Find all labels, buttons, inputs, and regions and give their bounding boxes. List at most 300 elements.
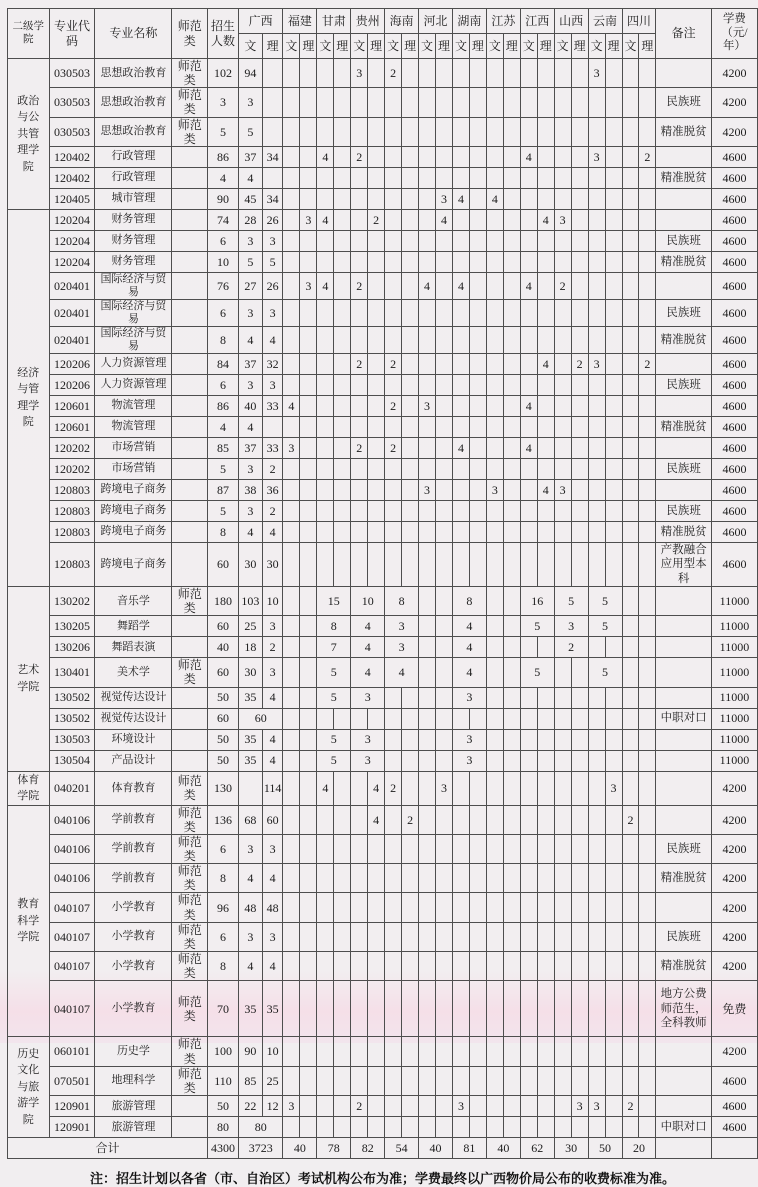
province-merged-cell: 5 [520, 658, 554, 687]
province-arts-cell: 3 [238, 458, 262, 479]
province-science-cell: 32 [262, 353, 283, 374]
major-code-cell: 120402 [49, 146, 95, 167]
province-arts-cell [554, 59, 571, 88]
province-science-cell [436, 395, 453, 416]
normal-type-cell [172, 750, 208, 771]
normal-type-cell [172, 729, 208, 750]
province-science-cell [402, 922, 419, 951]
province-arts-cell [385, 272, 402, 299]
province-science-cell [300, 616, 317, 637]
province-arts-cell [520, 952, 537, 981]
major-code-cell: 120405 [49, 188, 95, 209]
province-science-cell [436, 952, 453, 981]
province-merged-cell: 5 [317, 687, 351, 708]
province-science-cell [639, 299, 656, 326]
province-science-cell [436, 834, 453, 863]
province-science-cell: 2 [262, 500, 283, 521]
col-header-province: 江西 [520, 9, 554, 34]
province-arts-cell [419, 708, 436, 729]
province-science-cell [537, 1037, 554, 1066]
province-arts-cell [452, 708, 469, 729]
province-science-cell [639, 834, 656, 863]
col-subheader-arts: 文 [520, 34, 537, 59]
province-science-cell [571, 893, 588, 922]
province-science-cell [334, 864, 351, 893]
province-science-cell [469, 209, 486, 230]
province-arts-cell [283, 952, 300, 981]
table-row [8, 893, 758, 922]
province-science-cell [402, 500, 419, 521]
province-science-cell [571, 374, 588, 395]
province-science-cell [300, 88, 317, 117]
province-science-cell [334, 952, 351, 981]
province-arts-cell: 37 [238, 437, 262, 458]
enrollment-total-cell: 86 [208, 146, 239, 167]
province-science-cell [537, 117, 554, 146]
province-arts-cell [317, 952, 334, 981]
province-science-cell [503, 750, 520, 771]
province-science-cell [469, 952, 486, 981]
province-arts-cell [452, 500, 469, 521]
table-row [8, 708, 758, 729]
province-arts-cell: 30 [238, 542, 262, 586]
enrollment-total-cell: 6 [208, 834, 239, 863]
province-arts-cell [554, 458, 571, 479]
remark-cell [656, 272, 711, 299]
province-arts-cell [622, 981, 639, 1037]
province-arts-cell [317, 353, 334, 374]
province-science-cell [503, 500, 520, 521]
province-arts-cell [385, 1096, 402, 1117]
fee-cell: 11000 [711, 658, 757, 687]
province-arts-cell [317, 1066, 334, 1095]
province-arts-cell [486, 416, 503, 437]
province-science-cell: 3 [262, 922, 283, 951]
major-name-cell: 跨境电子商务 [95, 500, 172, 521]
province-science-cell: 33 [262, 437, 283, 458]
major-name-cell: 视觉传达设计 [95, 708, 172, 729]
province-arts-cell: 37 [238, 353, 262, 374]
normal-type-cell: 师范类 [172, 952, 208, 981]
province-arts-cell [622, 834, 639, 863]
province-arts-cell [520, 729, 537, 750]
province-science-cell [469, 437, 486, 458]
province-arts-cell [385, 521, 402, 542]
province-arts-cell [419, 586, 436, 615]
province-arts-cell [385, 167, 402, 188]
province-science-cell: 3 [262, 374, 283, 395]
province-science-cell [503, 637, 520, 658]
province-science-cell [469, 805, 486, 834]
province-arts-cell [452, 1037, 469, 1066]
province-science-cell [605, 864, 622, 893]
major-code-cell: 040107 [49, 922, 95, 951]
province-arts-cell [385, 299, 402, 326]
province-arts-cell [520, 167, 537, 188]
table-row [8, 395, 758, 416]
province-science-cell: 4 [262, 952, 283, 981]
province-arts-cell [622, 586, 639, 615]
province-arts-cell [554, 864, 571, 893]
province-arts-cell: 94 [238, 59, 262, 88]
province-science-cell [639, 637, 656, 658]
col-subheader-arts: 文 [486, 34, 503, 59]
province-science-cell [639, 729, 656, 750]
province-arts-cell [520, 479, 537, 500]
province-merged-cell: 4 [351, 658, 385, 687]
major-name-cell: 美术学 [95, 658, 172, 687]
major-name-cell: 物流管理 [95, 416, 172, 437]
province-arts-cell [520, 1117, 537, 1138]
province-arts-cell [588, 771, 605, 805]
col-subheader-arts: 文 [283, 34, 300, 59]
province-arts-cell: 37 [238, 146, 262, 167]
province-science-cell [368, 272, 385, 299]
major-code-cell: 070501 [49, 1066, 95, 1095]
province-science-cell [300, 374, 317, 395]
fee-cell: 4200 [711, 88, 757, 117]
province-science-cell: 10 [262, 586, 283, 615]
province-science-cell [436, 637, 453, 658]
province-arts-cell [385, 500, 402, 521]
normal-type-cell [172, 374, 208, 395]
province-arts-cell [419, 374, 436, 395]
province-science-cell [402, 729, 419, 750]
province-arts-cell: 3 [351, 59, 368, 88]
province-science-cell [402, 326, 419, 353]
province-arts-cell [554, 1096, 571, 1117]
province-arts-cell [419, 167, 436, 188]
province-arts-cell: 5 [238, 251, 262, 272]
province-science-cell [334, 1096, 351, 1117]
province-arts-cell [351, 188, 368, 209]
province-science-cell [300, 230, 317, 251]
province-arts-cell [419, 952, 436, 981]
fee-cell: 11000 [711, 637, 757, 658]
fee-cell: 4600 [711, 542, 757, 586]
remark-cell [656, 893, 711, 922]
col-subheader-science: 理 [639, 34, 656, 59]
province-science-cell [469, 500, 486, 521]
fee-cell: 4600 [711, 353, 757, 374]
major-code-cell: 120803 [49, 479, 95, 500]
province-science-cell [469, 230, 486, 251]
enrollment-total-cell: 84 [208, 353, 239, 374]
province-arts-cell: 3 [452, 1096, 469, 1117]
province-science-cell [402, 864, 419, 893]
province-science-cell [300, 437, 317, 458]
province-arts-cell [419, 521, 436, 542]
province-science-cell [571, 479, 588, 500]
table-row [8, 374, 758, 395]
province-science-cell [469, 167, 486, 188]
province-arts-cell: 4 [520, 395, 537, 416]
province-science-cell [639, 981, 656, 1037]
province-arts-cell [317, 542, 334, 586]
province-science-cell [571, 922, 588, 951]
normal-type-cell [172, 251, 208, 272]
province-arts-cell [622, 209, 639, 230]
province-arts-cell [622, 272, 639, 299]
remark-cell: 中职对口 [656, 1117, 711, 1138]
province-science-cell [334, 88, 351, 117]
province-science-cell [571, 521, 588, 542]
province-science-cell [368, 251, 385, 272]
province-arts-cell [486, 729, 503, 750]
province-arts-cell [588, 864, 605, 893]
major-name-cell: 国际经济与贸易 [95, 272, 172, 299]
table-row [8, 771, 758, 805]
remark-cell [656, 1037, 711, 1066]
enrollment-total-cell: 6 [208, 922, 239, 951]
province-science-cell [300, 542, 317, 586]
province-science-cell [503, 88, 520, 117]
normal-type-cell: 师范类 [172, 893, 208, 922]
province-arts-cell [419, 59, 436, 88]
province-arts-cell [317, 299, 334, 326]
province-science-cell [300, 805, 317, 834]
col-header-province: 山西 [554, 9, 588, 34]
major-name-cell: 行政管理 [95, 167, 172, 188]
province-arts-cell [622, 188, 639, 209]
province-science-cell [469, 479, 486, 500]
province-arts-cell [317, 922, 334, 951]
remark-cell: 民族班 [656, 922, 711, 951]
province-arts-cell [588, 521, 605, 542]
province-science-cell [571, 251, 588, 272]
province-science-cell [436, 59, 453, 88]
province-science-cell [639, 458, 656, 479]
province-arts-cell [385, 146, 402, 167]
province-arts-cell [385, 1037, 402, 1066]
province-arts-cell [554, 395, 571, 416]
province-science-cell [639, 521, 656, 542]
province-science-cell [605, 251, 622, 272]
province-arts-cell [317, 251, 334, 272]
major-name-cell: 人力资源管理 [95, 374, 172, 395]
province-science-cell [605, 687, 622, 708]
enrollment-total-cell: 80 [208, 1117, 239, 1138]
table-row [8, 117, 758, 146]
province-arts-cell [486, 893, 503, 922]
province-arts-cell [588, 272, 605, 299]
province-arts-cell [351, 251, 368, 272]
province-arts-cell [622, 479, 639, 500]
enrollment-total-cell: 76 [208, 272, 239, 299]
enrollment-total-cell: 136 [208, 805, 239, 834]
province-arts-cell [520, 230, 537, 251]
province-arts-cell [622, 326, 639, 353]
remark-cell: 民族班 [656, 834, 711, 863]
province-arts-cell [588, 326, 605, 353]
province-merged-cell: 4 [351, 616, 385, 637]
province-science-cell [571, 864, 588, 893]
province-science-cell [402, 59, 419, 88]
province-science-cell: 4 [368, 771, 385, 805]
province-science-cell [436, 687, 453, 708]
col-header-province: 四川 [622, 9, 656, 34]
enrollment-total-cell: 40 [208, 637, 239, 658]
province-arts-cell: 2 [351, 146, 368, 167]
province-science-cell: 4 [262, 687, 283, 708]
province-arts-cell [283, 922, 300, 951]
province-science-cell [469, 374, 486, 395]
enrollment-total-cell: 5 [208, 500, 239, 521]
province-science-cell [537, 416, 554, 437]
province-science-cell [300, 922, 317, 951]
col-header-fixed: 专业代码 [49, 9, 95, 59]
province-science-cell [537, 326, 554, 353]
province-arts-cell: 5 [238, 117, 262, 146]
province-science-cell [605, 395, 622, 416]
province-arts-cell: 25 [238, 616, 262, 637]
province-arts-cell [419, 729, 436, 750]
province-science-cell [639, 88, 656, 117]
province-arts-cell [520, 416, 537, 437]
province-science-cell [402, 437, 419, 458]
province-science-cell [402, 188, 419, 209]
province-science-cell [605, 167, 622, 188]
province-arts-cell [554, 1117, 571, 1138]
province-science-cell [537, 729, 554, 750]
normal-type-cell: 师范类 [172, 922, 208, 951]
province-arts-cell [283, 209, 300, 230]
major-code-cell: 130401 [49, 658, 95, 687]
province-arts-cell [452, 167, 469, 188]
province-arts-cell [486, 326, 503, 353]
fee-cell: 4600 [711, 521, 757, 542]
province-science-cell [436, 805, 453, 834]
province-science-cell [300, 771, 317, 805]
fee-cell: 11000 [711, 708, 757, 729]
province-arts-cell [588, 479, 605, 500]
table-row [8, 1117, 758, 1138]
province-arts-cell: 3 [283, 437, 300, 458]
province-science-cell [402, 834, 419, 863]
major-name-cell: 思想政治教育 [95, 59, 172, 88]
province-arts-cell [486, 59, 503, 88]
province-merged-cell: 5 [317, 729, 351, 750]
enrollment-total-cell: 70 [208, 981, 239, 1037]
province-arts-cell: 2 [385, 437, 402, 458]
province-science-cell [262, 416, 283, 437]
province-science-cell [639, 1037, 656, 1066]
province-arts-cell [419, 1066, 436, 1095]
table-row [8, 637, 758, 658]
province-arts-cell [520, 1066, 537, 1095]
province-arts-cell [385, 188, 402, 209]
province-arts-cell [452, 353, 469, 374]
province-science-cell [571, 771, 588, 805]
fee-cell: 4600 [711, 416, 757, 437]
table-row [8, 251, 758, 272]
province-arts-cell [452, 146, 469, 167]
table-row [8, 586, 758, 615]
col-subheader-arts: 文 [452, 34, 469, 59]
normal-type-cell [172, 209, 208, 230]
table-row [8, 1066, 758, 1095]
province-arts-cell [622, 771, 639, 805]
normal-type-cell: 师范类 [172, 658, 208, 687]
province-arts-cell [283, 1117, 300, 1138]
province-science-cell: 35 [262, 981, 283, 1037]
province-arts-cell [622, 230, 639, 251]
province-arts-cell [622, 251, 639, 272]
province-arts-cell [283, 521, 300, 542]
province-arts-cell [588, 117, 605, 146]
province-science-cell [639, 952, 656, 981]
province-science-cell [537, 542, 554, 586]
major-code-cell: 130206 [49, 637, 95, 658]
province-science-cell: 3 [262, 834, 283, 863]
major-code-cell: 020401 [49, 272, 95, 299]
fee-cell: 4200 [711, 864, 757, 893]
province-science-cell [537, 458, 554, 479]
fee-cell: 4600 [711, 188, 757, 209]
major-code-cell: 120204 [49, 209, 95, 230]
province-arts-cell [588, 395, 605, 416]
province-science-cell [368, 834, 385, 863]
province-arts-cell [554, 981, 571, 1037]
province-arts-cell [385, 805, 402, 834]
remark-cell [656, 750, 711, 771]
province-arts-cell [317, 59, 334, 88]
province-science-cell [368, 117, 385, 146]
province-science-cell [402, 981, 419, 1037]
major-code-cell: 040107 [49, 893, 95, 922]
province-arts-cell [351, 395, 368, 416]
province-science-cell [334, 251, 351, 272]
enrollment-total-cell: 10 [208, 251, 239, 272]
province-arts-cell [486, 1037, 503, 1066]
province-science-cell [537, 299, 554, 326]
major-name-cell: 旅游管理 [95, 1096, 172, 1117]
province-arts-cell [486, 771, 503, 805]
province-science-cell [503, 864, 520, 893]
province-arts-cell [385, 1066, 402, 1095]
normal-type-cell [172, 479, 208, 500]
province-arts-cell: 3 [283, 1096, 300, 1117]
province-arts-cell [588, 729, 605, 750]
province-science-cell [436, 353, 453, 374]
province-arts-cell [351, 326, 368, 353]
province-science-cell [368, 230, 385, 251]
remark-cell: 精准脱贫 [656, 521, 711, 542]
province-science-cell [436, 88, 453, 117]
province-science-cell [571, 1037, 588, 1066]
province-arts-cell [588, 952, 605, 981]
major-name-cell: 城市管理 [95, 188, 172, 209]
major-name-cell: 小学教育 [95, 922, 172, 951]
fee-cell: 免费 [711, 981, 757, 1037]
province-arts-cell: 4 [317, 146, 334, 167]
table-row [8, 209, 758, 230]
table-row [8, 272, 758, 299]
remark-cell [656, 729, 711, 750]
province-science-cell [402, 1096, 419, 1117]
province-arts-cell [419, 188, 436, 209]
province-arts-cell [452, 230, 469, 251]
province-arts-cell [622, 616, 639, 637]
major-name-cell: 国际经济与贸易 [95, 299, 172, 326]
col-header-remark: 备注 [656, 9, 711, 59]
province-science-cell [436, 616, 453, 637]
province-arts-cell: 2 [622, 1096, 639, 1117]
normal-type-cell [172, 500, 208, 521]
province-arts-cell [588, 687, 605, 708]
province-arts-cell [520, 750, 537, 771]
province-arts-cell [385, 374, 402, 395]
